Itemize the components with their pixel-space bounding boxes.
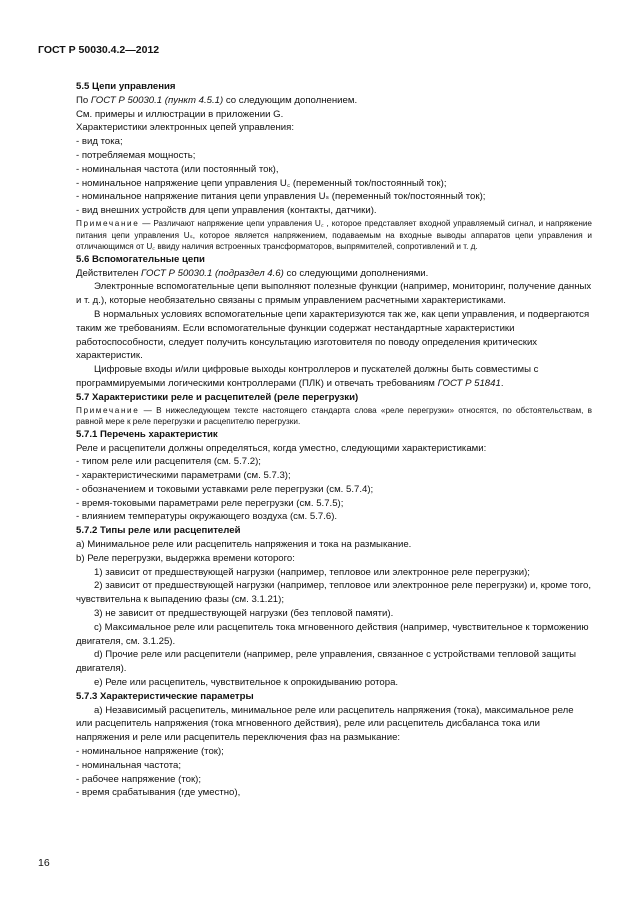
list-item: - влиянием температуры окружающего воздуха (см. 5.7.6).	[76, 511, 338, 523]
list-item: 3) не зависит от предшествующей нагрузки (без тепловой памяти).	[94, 608, 394, 620]
list-item: - номинальное напряжение (ток);	[76, 746, 224, 758]
list-item: - типом реле или расцепителя (см. 5.7.2);	[76, 456, 261, 468]
page-header: ГОСТ Р 50030.4.2—2012	[38, 44, 160, 56]
list-item: - время-токовыми параметрами реле перегрузки (см. 5.7.5);	[76, 497, 344, 509]
list-item: - номинальная частота (или постоянный ток),	[76, 163, 279, 175]
list-item: е) Реле или расцепитель, чувствительное к опрокидыванию ротора.	[94, 677, 399, 689]
list-item: - вид внешних устройств для цепи управления (контакты, датчики).	[76, 205, 377, 217]
section-5-7-title: 5.7 Характеристики реле и расцепителей (реле перегрузки)	[76, 391, 359, 403]
paragraph: В нормальных условиях вспомогательные цепи характеризуются так же, как цепи управления, и подвергаются таким же требованиям. Если вспомогательные функции содержат нестандартные характеристики работоспособности, следует получить консультацию изготовителя по поводу определения критических характеристик.	[76, 308, 590, 362]
list-item: - время срабатывания (где уместно),	[76, 787, 241, 799]
section-5-6-title: 5.6 Вспомогательные цепи	[76, 253, 205, 265]
note-5-5: Примечание — Различают напряжение цепи управления U꜀ , которое представляет входной управляемый сигнал, и напряжение питания цепи управления Uₛ, которое является напряжением, подаваемым на входные выводы аппаратов цепи управления и отличающимся от U꜀ ввиду наличия встроенных трансформаторов, выпрямителей, сопротивлений и т. д.	[76, 218, 592, 252]
list-item: - характеристическими параметрами (см. 5.7.3);	[76, 470, 291, 482]
paragraph: Цифровые входы и/или цифровые выходы контроллеров и пускателей должны быть совместимы с программируемыми логическими контроллерами (ПЛК) и отвечать требованиям ГОСТ Р 51841.	[76, 364, 539, 389]
paragraph: Реле и расцепители должны определяться, когда уместно, следующими характеристиками:	[76, 442, 487, 454]
document-body	[76, 80, 592, 800]
section-5-7-3-title: 5.7.3 Характеристические параметры	[76, 690, 254, 702]
section-5-6-ref: Действителен ГОСТ Р 50030.1 (подраздел 4.6) со следующими дополнениями.	[76, 267, 429, 279]
standard-reference: ГОСТ Р 50030.1 (пункт 4.5.1)	[90, 94, 224, 106]
list-item: - номинальное напряжение питания цепи управления Uₛ (переменный ток/постоянный ток);	[76, 191, 486, 203]
standard-reference: ГОСТ Р 50030.1 (подраздел 4.6)	[141, 267, 284, 279]
list-item: с) Максимальное реле или расцепитель тока мгновенного действия (например, чувствительное к торможению двигателя, см. 3.1.25).	[76, 621, 589, 647]
list-item: 1) зависит от предшествующей нагрузки (например, тепловое или электронное реле перегрузки);	[94, 566, 530, 578]
list-item: b) Реле перегрузки, выдержка времени которого:	[76, 552, 295, 564]
note-5-7: Примечание — В нижеследующем тексте настоящего стандарта слова «реле перегрузки» относятся, по обстоятельствам, в равной мере к реле перегрузки и расцепителю перегрузки.	[76, 405, 592, 427]
paragraph: а) Независимый расцепитель, минимальное реле или расцепитель напряжения (тока), максимальное реле или расцепитель напряжения (тока мгновенного действия), реле или расцепитель дисбаланса тока или напряжения и реле или расцепитель переключения фаз на размыкание:	[76, 704, 574, 744]
list-item: - номинальная частота;	[76, 759, 182, 771]
list-item: - вид тока;	[76, 136, 123, 148]
list-item: - обозначением и токовыми уставками реле перегрузки (см. 5.7.4);	[76, 483, 374, 495]
section-5-7-1-title: 5.7.1 Перечень характеристик	[76, 428, 218, 440]
section-5-5-title: 5.5 Цепи управления	[76, 81, 176, 92]
standard-reference: ГОСТ Р 51841	[437, 377, 501, 389]
section-5-7-2-title: 5.7.2 Типы реле или расцепителей	[76, 525, 241, 537]
list-item: - рабочее напряжение (ток);	[76, 773, 202, 785]
paragraph: Электронные вспомогательные цепи выполняют полезные функции (например, мониторинг, получение данных и т. д.), которые необязательно связаны с прямым управлением расчетными характеристиками.	[76, 281, 592, 307]
paragraph: См. примеры и иллюстрации в приложении G.	[76, 108, 284, 120]
list-item: d) Прочие реле или расцепители (например, реле управления, связанное с устройствами тепловой защиты двигателя).	[76, 649, 577, 675]
page-number: 16	[38, 857, 50, 869]
list-item: а) Минимальное реле или расцепитель напряжения и тока на размыкание.	[76, 539, 412, 551]
list-item: - номинальное напряжение цепи управления U꜀ (переменный ток/постоянный ток);	[76, 177, 447, 189]
paragraph: Характеристики электронных цепей управления:	[76, 122, 295, 134]
list-item: 2) зависит от предшествующей нагрузки (например, тепловое или электронное реле перегрузки) и, кроме того, чувствительна к выпадению фазы (см. 3.1.21);	[76, 580, 592, 606]
section-5-5-ref: По ГОСТ Р 50030.1 (пункт 4.5.1) со следующим дополнением.	[76, 94, 358, 106]
list-item: - потребляемая мощность;	[76, 149, 196, 161]
